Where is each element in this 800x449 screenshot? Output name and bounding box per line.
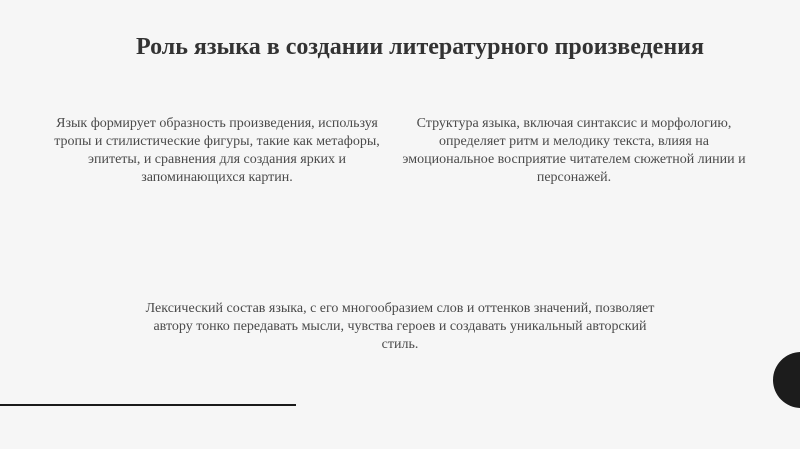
slide-title: Роль языка в создании литературного произведения — [136, 34, 704, 60]
decorative-circle — [773, 352, 800, 408]
paragraph-imagery: Язык формирует образность произведения, используя тропы и стилистические фигуры, такие как метафоры, эпитеты, и сравнения для создания ярких и запоминающихся картин. — [54, 116, 380, 185]
decorative-rule — [0, 404, 296, 406]
paragraph-lexicon: Лексический состав языка, с его многообразием слов и оттенков значений, позволяет автору тонко передавать мысли, чувства героев и создавать уникальный авторский стиль. — [145, 301, 655, 352]
paragraph-structure: Структура языка, включая синтаксис и морфологию, определяет ритм и мелодику текста, влияя на эмоциональное восприятие читателем сюжетной линии и персонажей. — [402, 116, 746, 185]
